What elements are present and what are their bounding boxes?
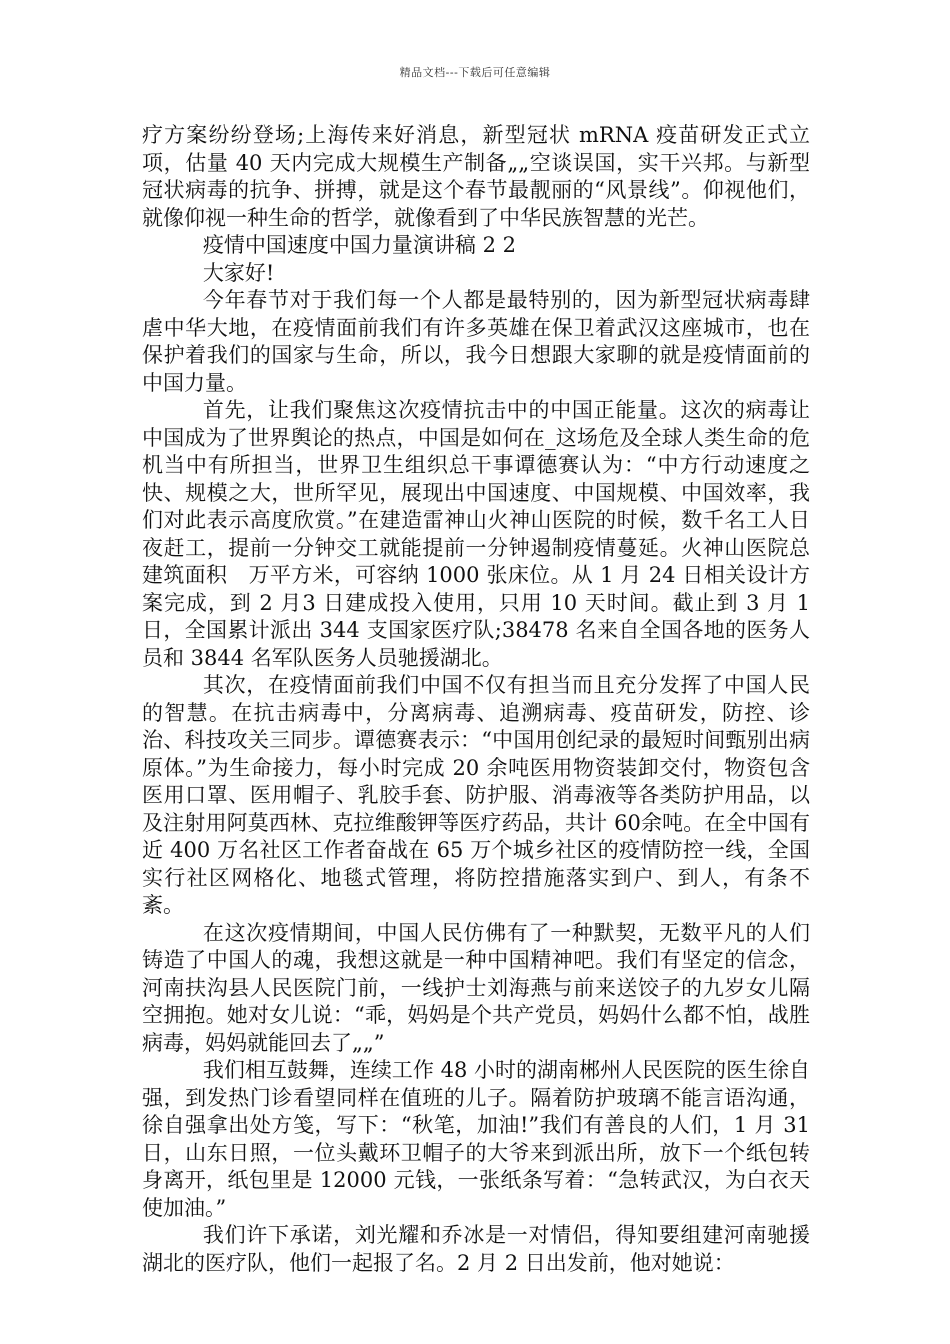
paragraph: 疗方案纷纷登场;上海传来好消息，新型冠状 mRNA 疫苗研发正式立项，估量 40 天内完成大规模生产制备„„空谈误国，实干兴邦。与新型冠状病毒的抗争、拼搏，就是这个春节最靓丽的“风景线”。仰视他们，就像仰视一种生命的哲学，就像看到了中华民族智慧的光芒。 (142, 123, 810, 230)
greeting: 大家好! (202, 260, 275, 285)
paragraph: 在这次疫情期间，中国人民仿佛有了一种默契，无数平凡的人们铸造了中国人的魂，我想这就是一种中国精神吧。我们有坚定的信念，河南扶沟县人民医院门前，一线护士刘海燕与前来送饺子的九岁女儿隔空拥抱。她对女儿说：“乖，妈妈是个共产党员，妈妈什么都不怕，战胜病毒，妈妈就能回去了„„” (142, 920, 810, 1055)
paragraph: 我们许下承诺，刘光耀和乔冰是一对情侣，得知要组建河南驰援湖北的医疗队，他们一起报了名。2 月 2 日出发前，他对她说： (142, 1223, 810, 1275)
page-header: 精品文档---下载后可任意编辑 (399, 66, 551, 79)
speech-title: 疫情中国速度中国力量演讲稿 2 2 (202, 233, 516, 257)
paragraph: 今年春节对于我们每一个人都是最特别的，因为新型冠状病毒肆虐中华大地，在疫情面前我们有许多英雄在保卫着武汉这座城市，也在保护着我们的国家与生命，所以，我今日想跟大家聊的就是疫情面前的中国力量。 (142, 288, 810, 395)
paragraph: 我们相互鼓舞，连续工作 48 小时的湖南郴州人民医院的医生徐自强，到发热门诊看望同样在值班的儿子。隔着防护玻璃不能言语沟通，徐自强拿出处方笺，写下：“秋笔，加油!”我们有善良的人们，1 月 31 日，山东日照，一位头戴环卫帽子的大爷来到派出所，放下一个纸包转身离开，纸包里是 12000 元钱，一张纸条写着：“急转武汉，为白衣天使加油。” (142, 1058, 810, 1220)
paragraph: 首先，让我们聚焦这次疫情抗击中的中国正能量。这次的病毒让中国成为了世界舆论的热点，中国是如何在_这场危及全球人类生命的危机当中有所担当，世界卫生组织总干事谭德赛认为：“中方行动速度之快、规模之大，世所罕见，展现出中国速度、中国规模、中国效率，我们对此表示高度欣赏。”在建造雷神山火神山医院的时候，数千名工人日夜赶工，提前一分钟交工就能提前一分钟遏制疫情蔓延。火神山医院总建筑面积 万平方米，可容纳 1000 张床位。从 1 月 24 日相关设计方案完成，到 2 月3 日建成投入使用，只用 10 天时间。截止到 3 月 1 日，全国累计派出 344 支国家医疗队;38478 名来自全国各地的医务人员和 3844 名军队医务人员驰援湖北。 (142, 398, 810, 670)
paragraph: 其次，在疫情面前我们中国不仅有担当而且充分发挥了中国人民的智慧。在抗击病毒中，分离病毒、追溯病毒、疫苗研发，防控、诊治、科技攻关三同步。谭德赛表示：“中国用创纪录的最短时间甄别出病原体。”为生命接力，每小时完成 20 余吨医用物资装卸交付，物资包含医用口罩、医用帽子、乳胶手套、防护服、消毒液等各类防护用品，以及注射用阿莫西林、克拉维酸钾等医疗药品，共计 60余吨。在全中国有近 400 万名社区工作者奋战在 65 万个城乡社区的疫情防控一线，全国实行社区网格化、地毯式管理，将防控措施落实到户、到人，有条不紊。 (142, 673, 810, 917)
document-body (142, 122, 810, 1277)
